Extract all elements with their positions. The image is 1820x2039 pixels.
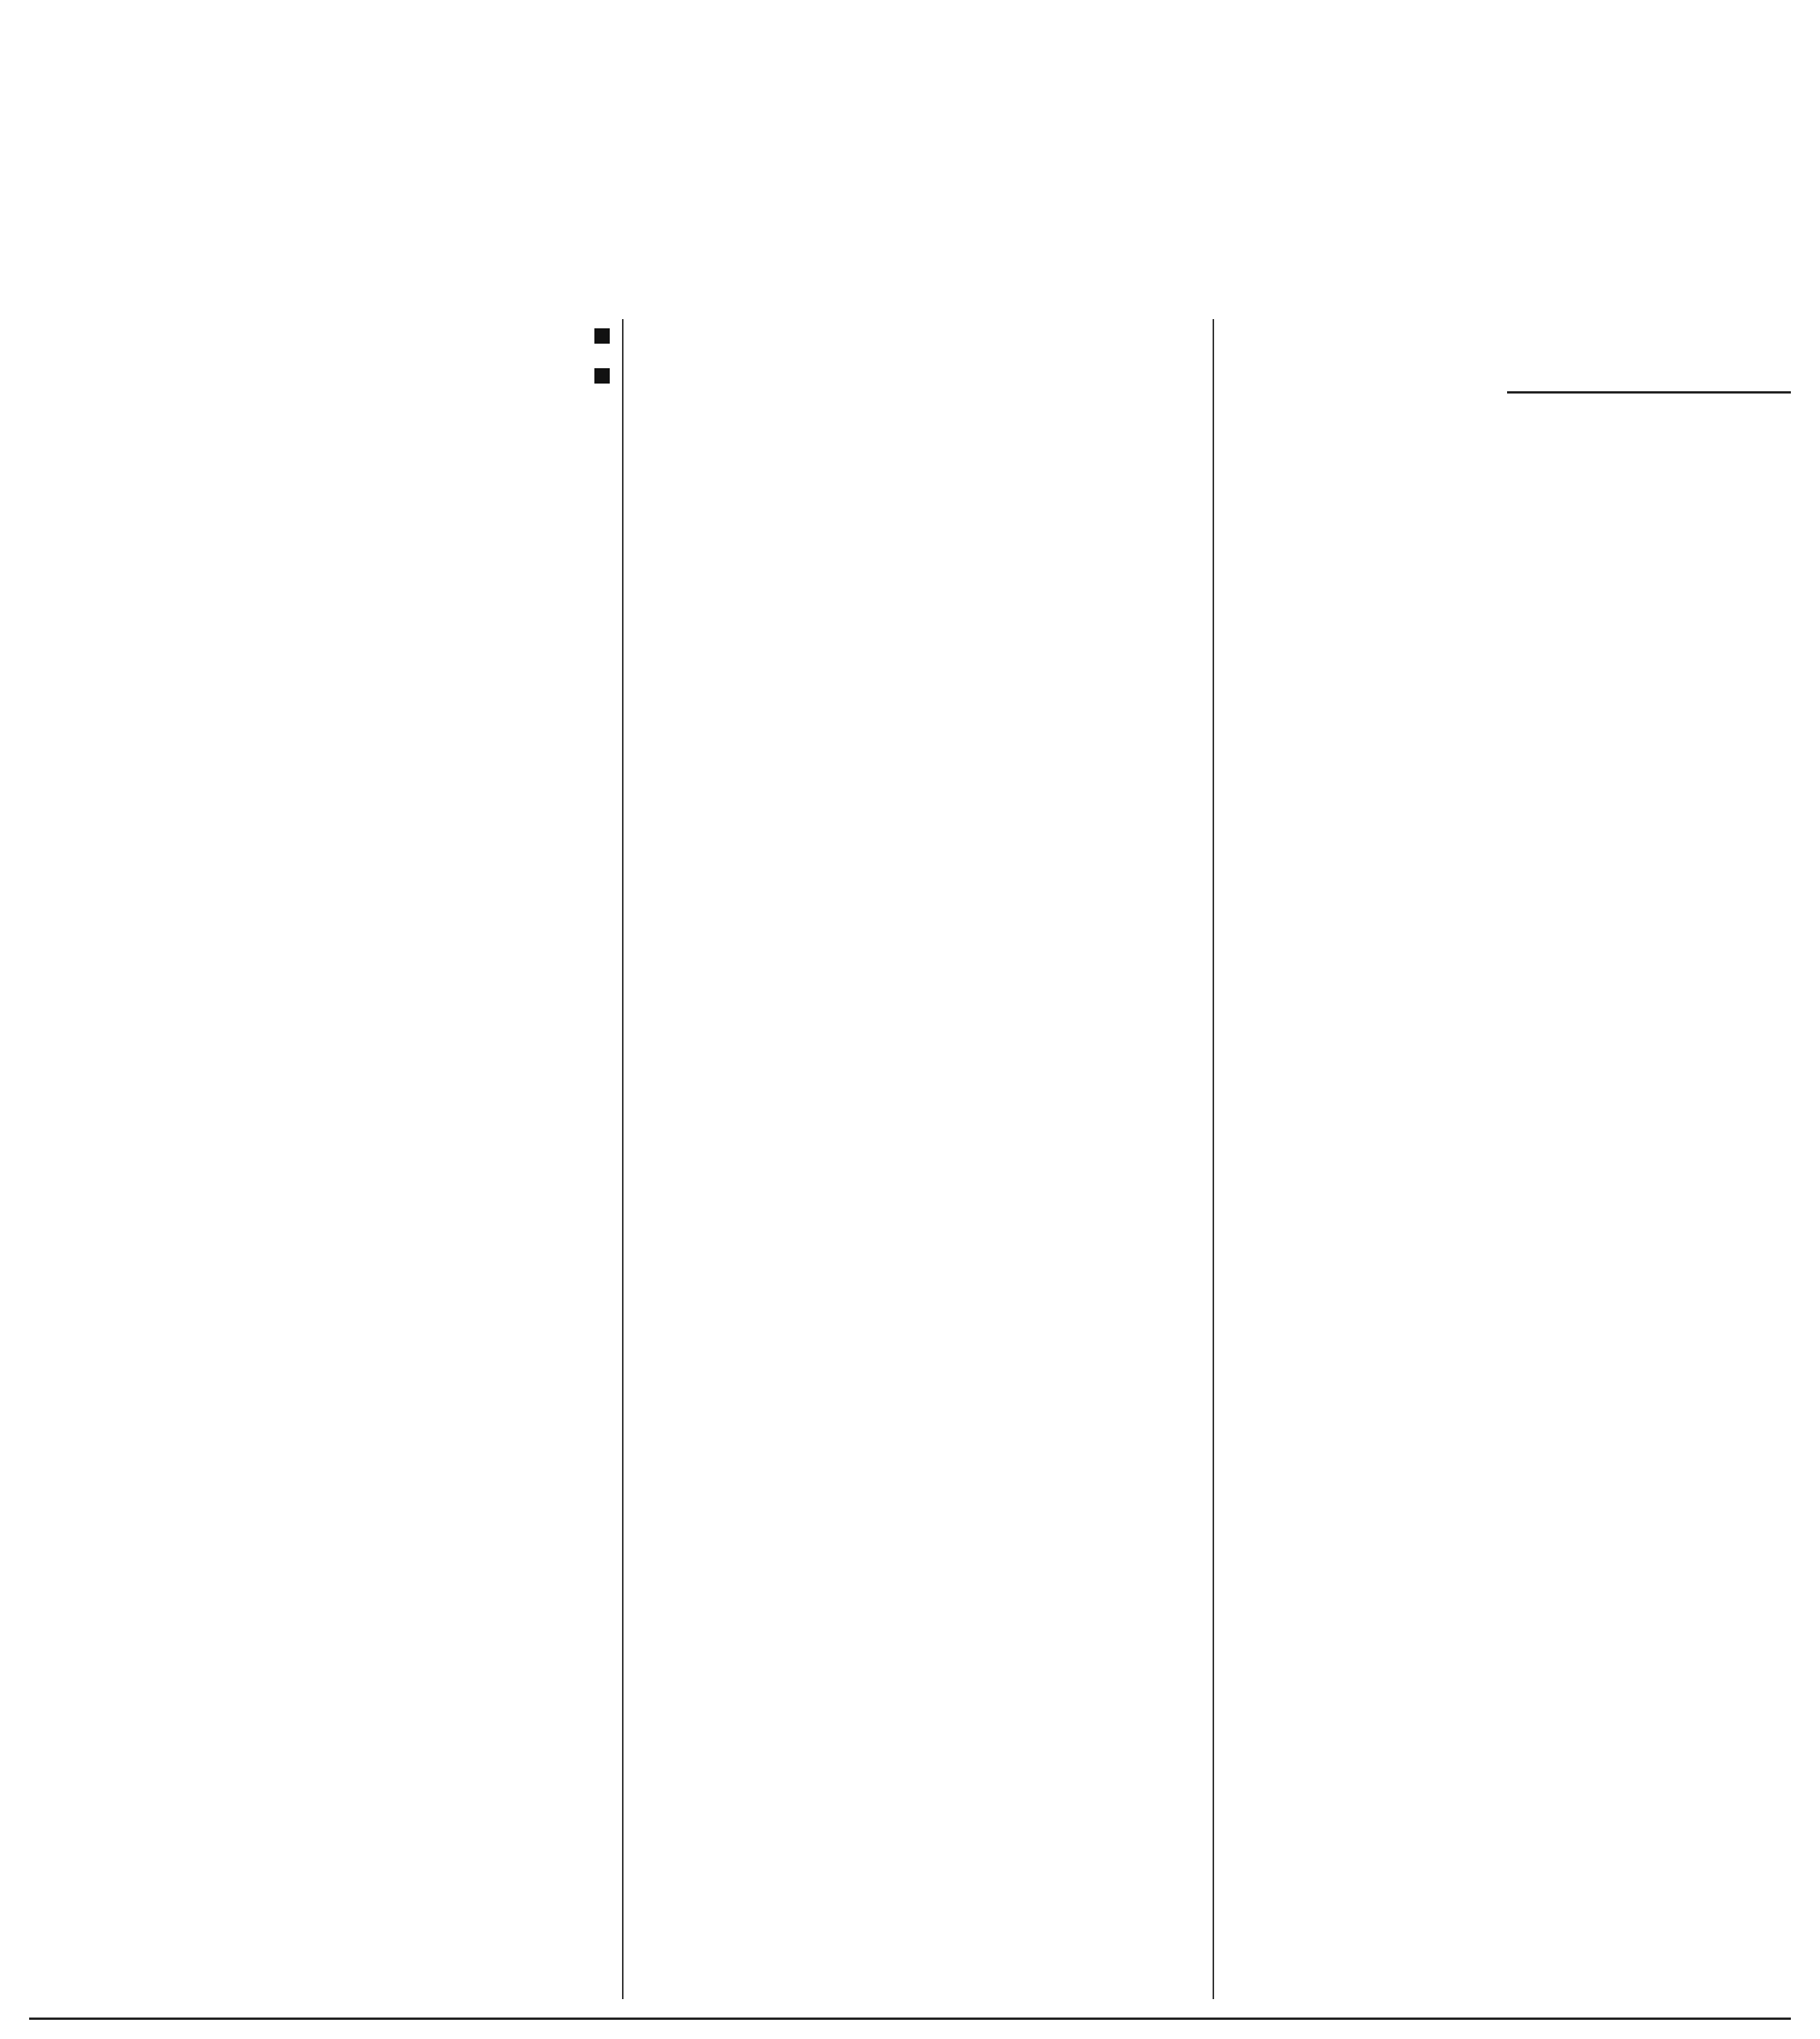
interview-question [29,359,610,391]
interview-qa [29,319,610,391]
article-columns [29,315,1791,2010]
square-bullet-icon [594,328,610,344]
headline-line-1 [29,20,1791,104]
column-divider [622,319,624,1999]
column-left [29,315,610,2010]
headline-line-3 [29,216,1791,305]
author-byline [1507,338,1791,394]
headline-line-2 [29,118,1791,207]
column-middle [633,315,1200,2010]
headline-block [29,20,1791,304]
column-divider [1213,319,1214,1999]
square-bullet-icon [594,368,610,384]
bottom-rule [29,2018,1791,2020]
column-right [1223,315,1791,2010]
interview-question [29,319,610,351]
